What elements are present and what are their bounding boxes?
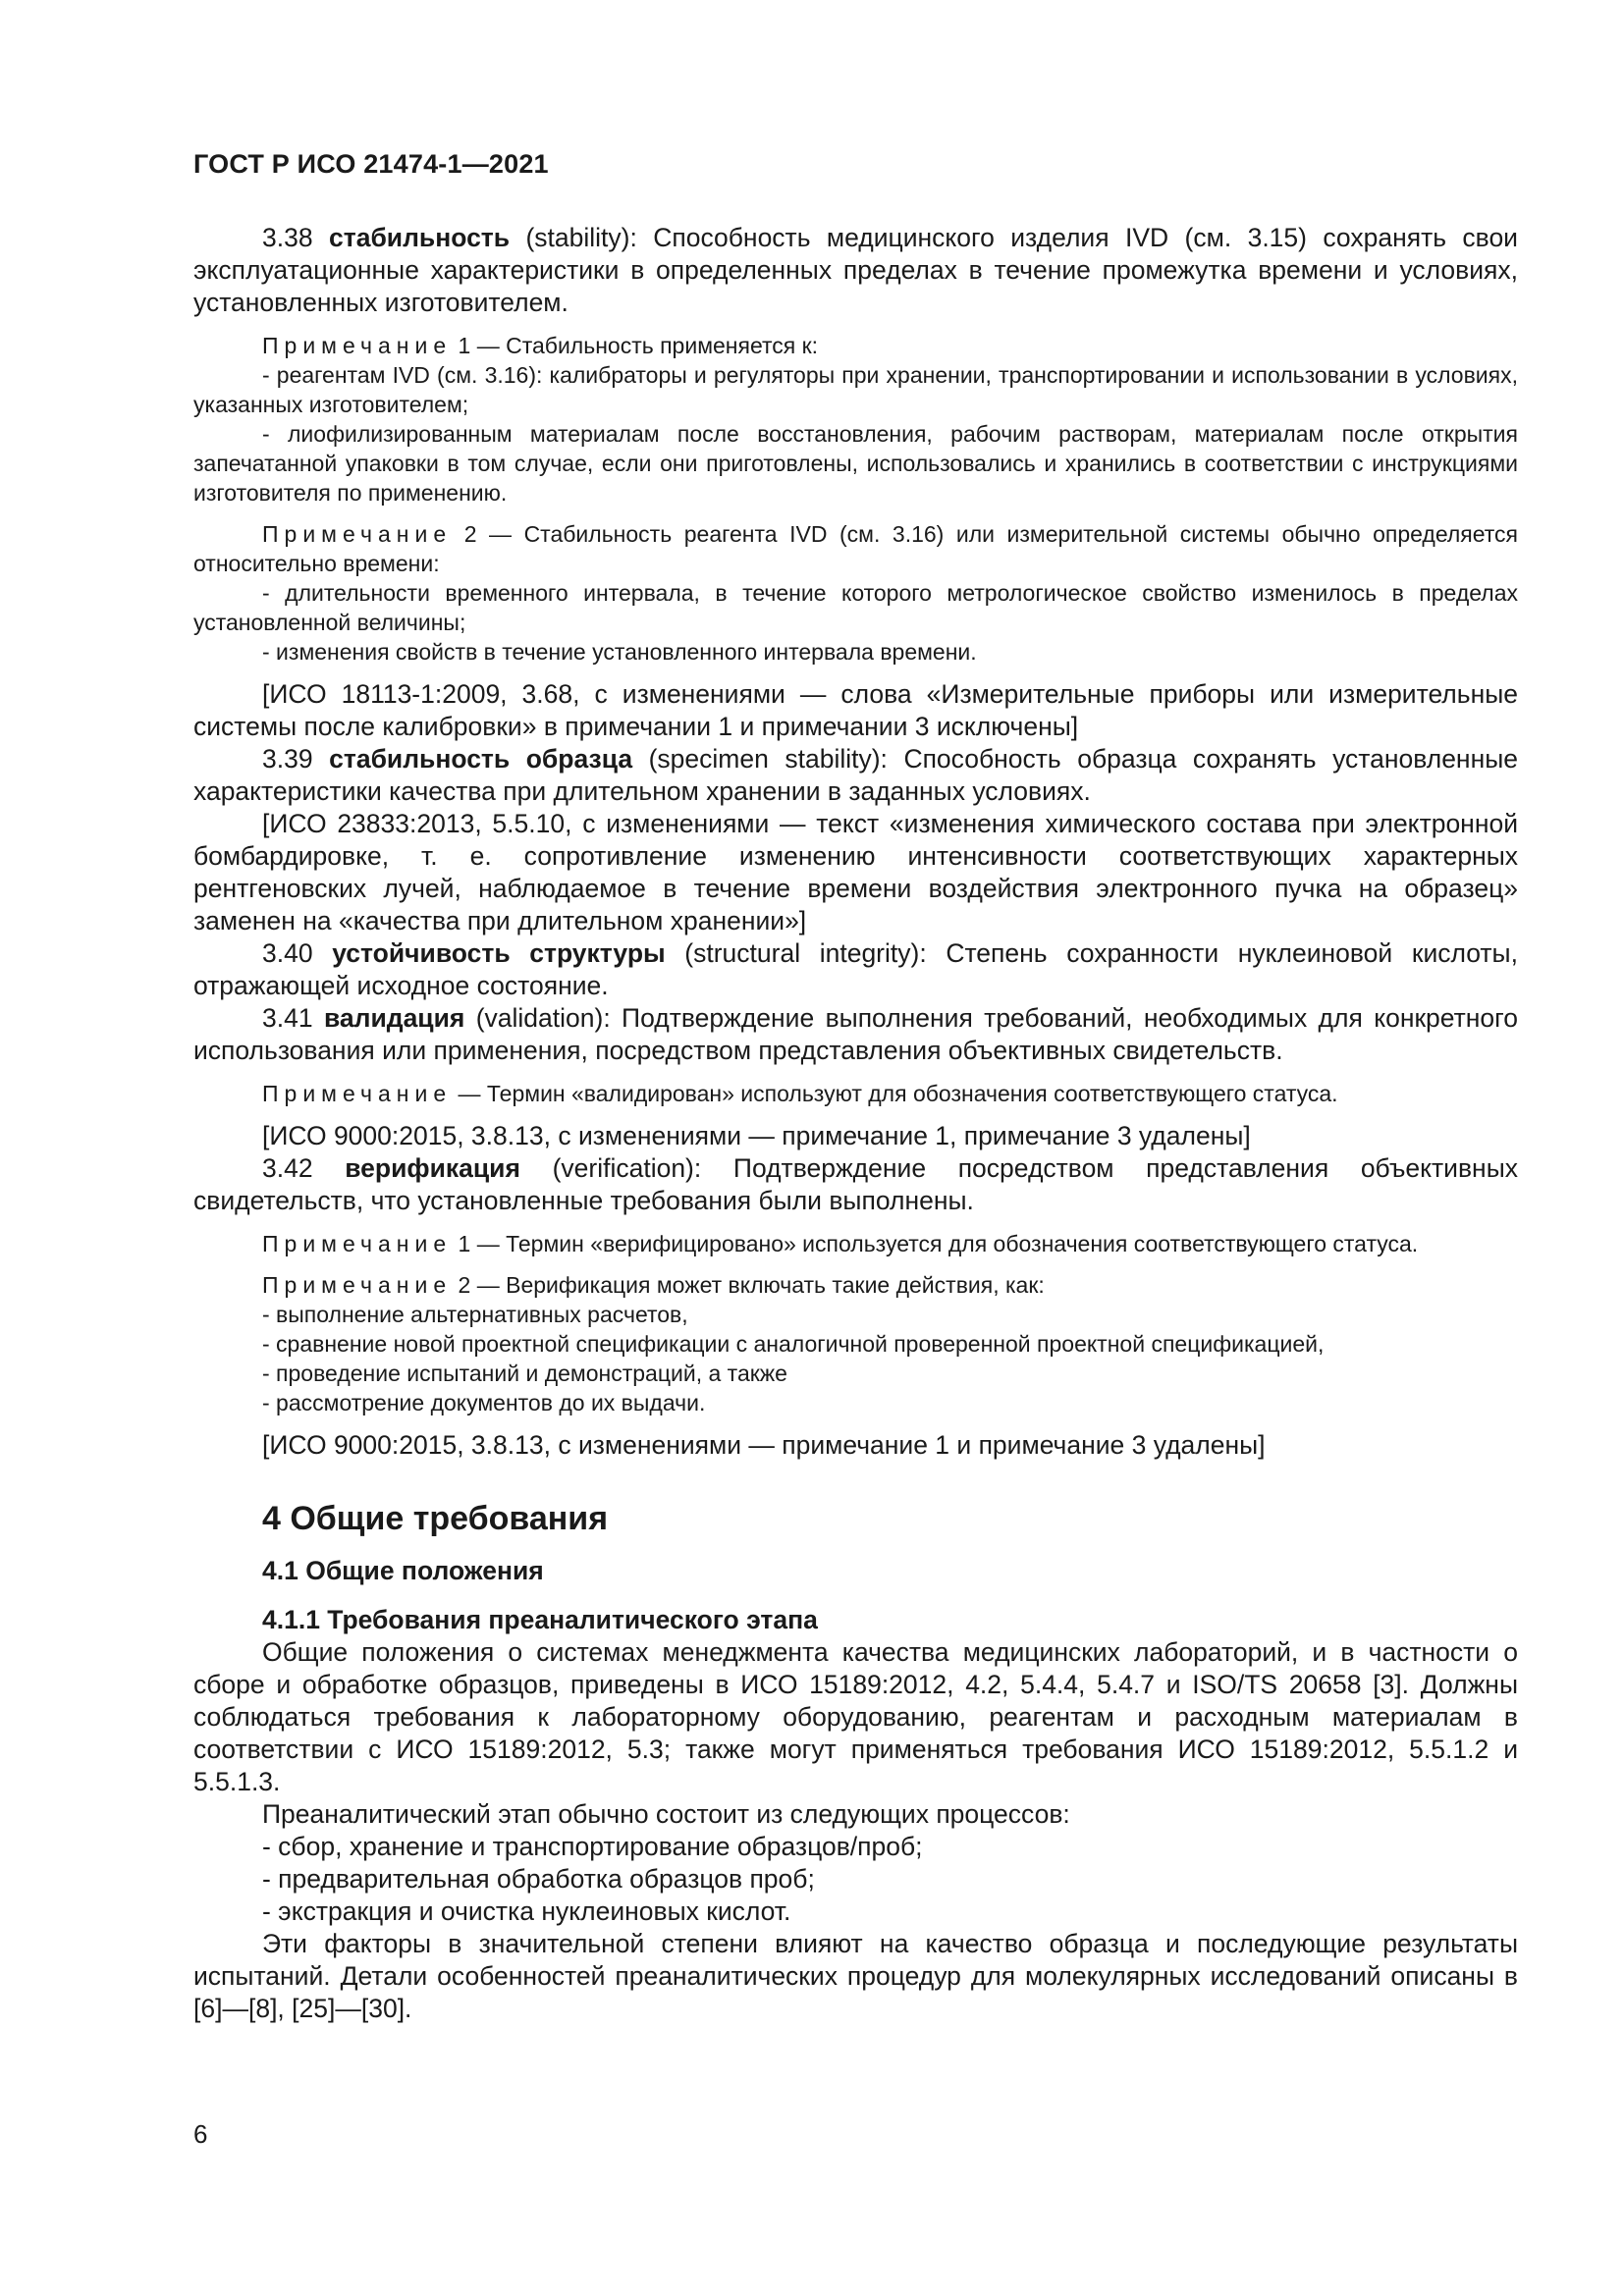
standard-id-header: ГОСТ Р ИСО 21474-1—2021	[193, 149, 549, 179]
list-item: - реагентам IVD (см. 3.16): калибраторы и регуляторы при хранении, транспортировании и использовании в условиях, указанных изготовителем;	[193, 362, 1518, 417]
term-3-38-note-2: Примечание 2 — Стабильность реагента IVD (см. 3.16) или измерительной системы обычно определяется относительно времени: - длительности временного интервала, в течение которого метрологическое свойство изменилось в пределах установленной величины; - изменения свойств в течение установленного интервала времени.	[193, 521, 1518, 665]
list-item: - проведение испытаний и демонстраций, а также	[262, 1361, 787, 1386]
term-3-41-title: валидация	[323, 1003, 465, 1033]
section-4-1-1-heading: 4.1.1 Требования преаналитического этапа	[262, 1605, 818, 1634]
term-3-38-source: [ИСО 18113-1:2009, 3.68, с изменениями — слова «Измерительные приборы или измерительные системы после калибровки» в примечании 1 и примечании 3 исключены]	[193, 679, 1518, 741]
list-item: - предварительная обработка образцов проб;	[262, 1864, 815, 1894]
term-3-38: 3.38 стабильность (stability): Способность медицинского изделия IVD (см. 3.15) сохранять свои эксплуатационные характеристики в определенных пределах в течение промежутка времени и условиях, установленных изготовителем.	[193, 223, 1518, 317]
term-3-38-title: стабильность	[328, 223, 511, 252]
term-3-39: 3.39 стабильность образца (specimen stability): Способность образца сохранять установленные характеристики качества при длительном хранении в заданных условиях.	[193, 744, 1518, 806]
section-4-1-heading: 4.1 Общие положения	[262, 1556, 544, 1585]
term-3-42-title: верификация	[345, 1153, 520, 1183]
term-3-41-note: Примечание — Термин «валидирован» используют для обозначения соответствующего статуса.	[262, 1081, 1338, 1106]
list-item: - длительности временного интервала, в течение которого метрологическое свойство изменилось в пределах установленной величины;	[193, 580, 1518, 635]
document-body	[193, 222, 1518, 2025]
term-3-42-source: [ИСО 9000:2015, 3.8.13, с изменениями — примечание 1 и примечание 3 удалены]	[262, 1430, 1266, 1460]
list-item: - рассмотрение документов до их выдачи.	[262, 1390, 706, 1415]
term-3-40-title: устойчивость структуры	[332, 938, 666, 968]
term-3-39-title: стабильность образца	[329, 744, 633, 774]
section-4-1-1-paragraph-3: Эти факторы в значительной степени влияют на качество образца и последующие результаты испытаний. Детали особенностей преаналитических процедур для молекулярных исследований описаны в [6]—[8], [25]—[30].	[193, 1929, 1518, 2023]
term-3-40: 3.40 устойчивость структуры (structural integrity): Степень сохранности нуклеиновой кислоты, отражающей исходное состояние.	[193, 938, 1518, 1000]
list-item: - выполнение альтернативных расчетов,	[262, 1302, 688, 1327]
term-3-41: 3.41 валидация (validation): Подтверждение выполнения требований, необходимых для конкретного использования или применения, посредством представления объективных свидетельств.	[193, 1003, 1518, 1065]
section-4-1-1-paragraph-1: Общие положения о системах менеджмента качества медицинских лабораторий, и в частности о сборе и обработке образцов, приведены в ИСО 15189:2012, 4.2, 5.4.4, 5.4.7 и ISO/TS 20658 [3]. Должны соблюдаться требования к лабораторному оборудованию, реагентам и расходным материалам в соответствии с ИСО 15189:2012, 5.3; также могут применяться требования ИСО 15189:2012, 5.5.1.2 и 5.5.1.3.	[193, 1637, 1518, 1796]
list-item: - сбор, хранение и транспортирование образцов/проб;	[262, 1832, 923, 1861]
list-item: - экстракция и очистка нуклеиновых кислот.	[262, 1896, 791, 1926]
list-item: - сравнение новой проектной спецификации с аналогичной проверенной проектной спецификацией,	[262, 1331, 1325, 1357]
term-3-42-note-1: Примечание 1 — Термин «верифицировано» используется для обозначения соответствующего статуса.	[262, 1231, 1419, 1256]
term-3-42-note-2: Примечание 2 — Верификация может включать такие действия, как: - выполнение альтернативных расчетов, - сравнение новой проектной спецификации с аналогичной проверенной проектной спецификацией, - проведение испытаний и демонстраций, а также - рассмотрение документов до их выдачи.	[193, 1270, 1518, 1417]
list-item: - лиофилизированным материалам после восстановления, рабочим растворам, материалам после открытия запечатанной упаковки в том случае, если они приготовлены, использовались и хранились в соответствии с инструкциями изготовителя по применению.	[193, 421, 1518, 506]
term-3-41-source: [ИСО 9000:2015, 3.8.13, с изменениями — примечание 1, примечание 3 удалены]	[262, 1121, 1251, 1150]
list-item: - изменения свойств в течение установленного интервала времени.	[262, 639, 977, 665]
page-number: 6	[193, 2119, 208, 2149]
section-4-heading: 4 Общие требования	[262, 1500, 609, 1537]
term-3-39-source: [ИСО 23833:2013, 5.5.10, с изменениями — текст «изменения химического состава при электронной бомбардировке, т. е. сопротивление изменению интенсивности соответствующих характерных рентгеновских лучей, наблюдаемое в течение времени воздействия электронного пучка на образец» заменен на «качества при длительном хранении»]	[193, 809, 1518, 935]
term-3-42: 3.42 верификация (verification): Подтверждение посредством представления объективных свидетельств, что установленные требования были выполнены.	[193, 1153, 1518, 1215]
section-4-1-1-paragraph-2: Преаналитический этап обычно состоит из следующих процессов:	[262, 1799, 1070, 1829]
term-3-38-note-1: Примечание 1 — Стабильность применяется к: - реагентам IVD (см. 3.16): калибраторы и регуляторы при хранении, транспортировании и использовании в условиях, указанных изготовителем; - лиофилизированным материалам после восстановления, рабочим растворам, материалам после открытия запечатанной упаковки в том случае, если они приготовлены, использовались и хранились в соответствии с инструкциями изготовителя по применению.	[193, 333, 1518, 506]
